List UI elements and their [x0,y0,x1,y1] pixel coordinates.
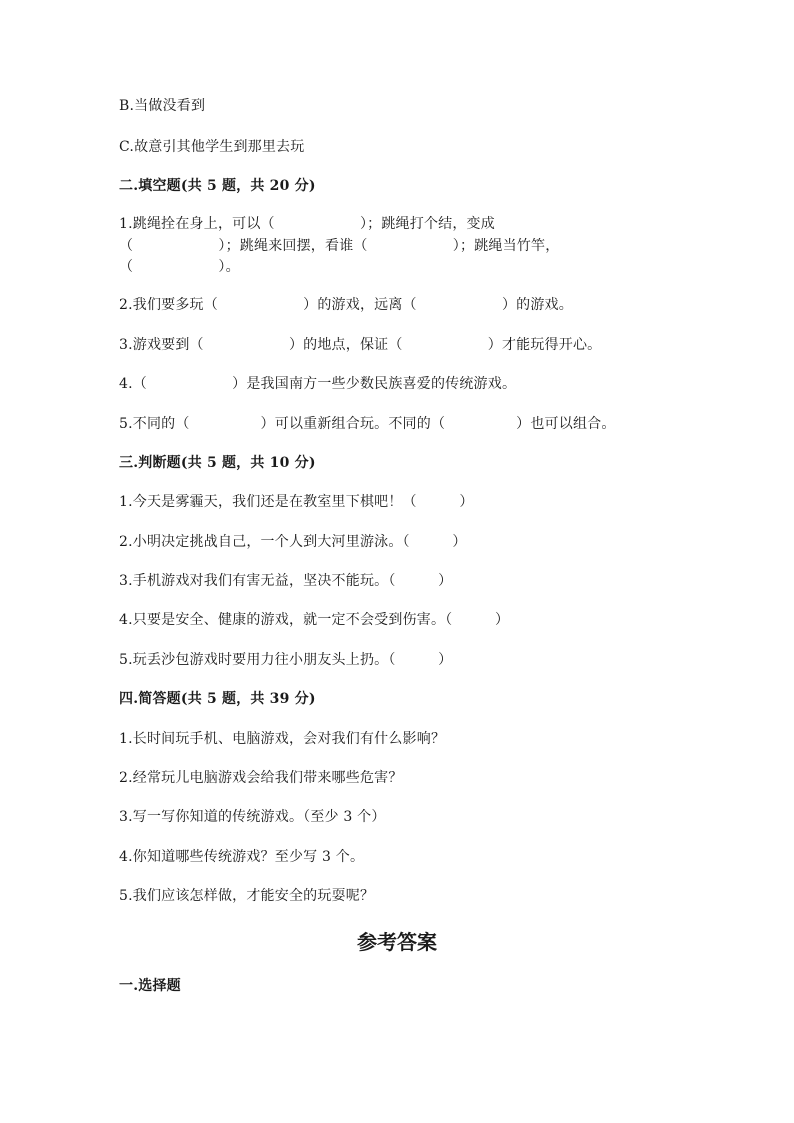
section-short-answer-heading: 四.简答题(共 5 题，共 39 分) [119,691,316,707]
judge-q4: 4.只要是安全、健康的游戏，就一定不会受到伤害。（ ） [119,612,510,628]
judge-q1: 1.今天是雾霾天，我们还是在教室里下棋吧！（ ） [119,494,474,510]
answer-key-title: 参考答案 [357,930,437,954]
section-judge-heading: 三.判断题(共 5 题，共 10 分) [119,455,316,471]
fill-blank-q1-line2: （ ）；跳绳来回摆，看谁（ ）；跳绳当竹竿， [119,238,560,254]
judge-q3: 3.手机游戏对我们有害无益，坚决不能玩。（ ） [119,573,453,589]
option-b: B.当做没看到 [119,98,206,114]
fill-blank-q4: 4.（ ）是我国南方一些少数民族喜爱的传统游戏。 [119,376,517,392]
short-answer-q1: 1.长时间玩手机、电脑游戏，会对我们有什么影响？ [119,731,446,747]
fill-blank-q2: 2.我们要多玩（ ）的游戏，远离（ ）的游戏。 [119,297,573,313]
judge-q2: 2.小明决定挑战自己，一个人到大河里游泳。（ ） [119,534,467,550]
short-answer-q2: 2.经常玩儿电脑游戏会给我们带来哪些危害？ [119,770,403,786]
fill-blank-q1-line3: （ ）。 [119,259,240,275]
fill-blank-q3: 3.游戏要到（ ）的地点，保证（ ）才能玩得开心。 [119,337,602,353]
judge-q5: 5.玩丢沙包游戏时要用力往小朋友头上扔。（ ） [119,652,453,668]
short-answer-q3: 3.写一写你知道的传统游戏。（至少 3 个） [119,809,386,825]
short-answer-q5: 5.我们应该怎样做，才能安全的玩耍呢？ [119,888,375,904]
fill-blank-q1-line1: 1.跳绳拴在身上，可以（ ）；跳绳打个结，变成 [119,216,495,232]
answer-section1-heading: 一.选择题 [119,978,181,994]
fill-blank-q5: 5.不同的（ ）可以重新组合玩。不同的（ ）也可以组合。 [119,416,616,432]
section-fill-blank-heading: 二.填空题(共 5 题，共 20 分) [119,178,316,194]
short-answer-q4: 4.你知道哪些传统游戏？至少写 3 个。 [119,849,365,865]
option-c: C.故意引其他学生到那里去玩 [119,139,305,155]
